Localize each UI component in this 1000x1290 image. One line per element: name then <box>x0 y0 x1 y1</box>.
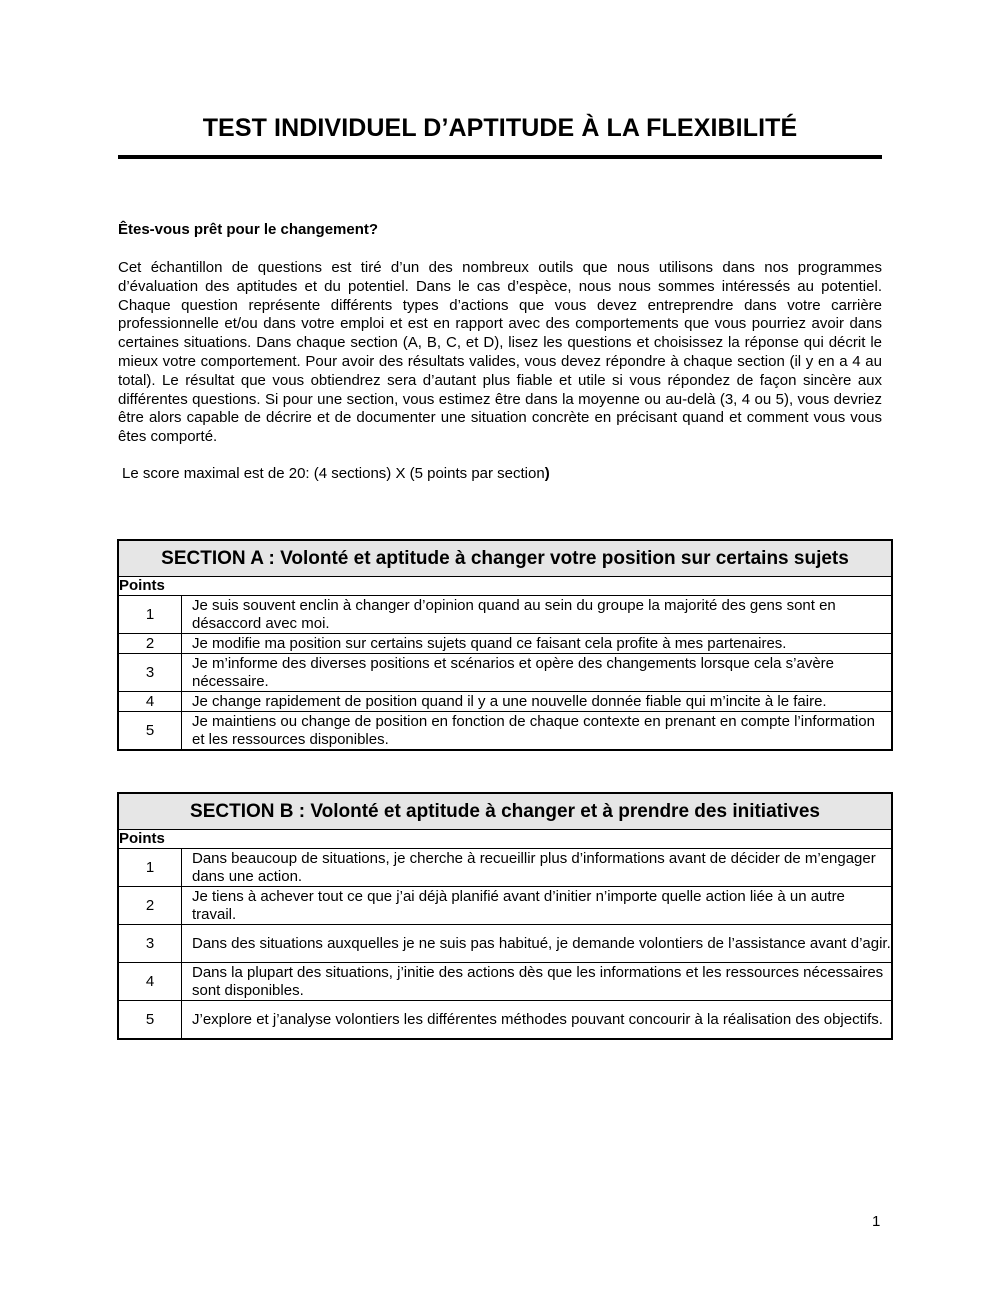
table-row <box>118 692 892 712</box>
table-row <box>118 925 892 963</box>
title-rule <box>118 155 882 159</box>
row-number: 2 <box>118 887 182 925</box>
row-text: J’explore et j’analyse volontiers les différentes méthodes pouvant concourir à la réalisation des objectifs. <box>182 1001 893 1040</box>
row-text: Dans la plupart des situations, j’initie des actions dès que les informations et les ressources nécessaires sont disponibles. <box>182 963 893 1001</box>
table-row <box>118 712 892 751</box>
row-number: 4 <box>118 692 182 712</box>
row-text: Dans des situations auxquelles je ne suis pas habitué, je demande volontiers de l’assistance avant d’agir. <box>182 925 893 963</box>
table-row <box>118 654 892 692</box>
table-row <box>118 1001 892 1040</box>
section-b-points-label: Points <box>118 830 892 849</box>
table-row <box>118 634 892 654</box>
page-number: 1 <box>872 1213 881 1230</box>
row-text: Je suis souvent enclin à changer d’opinion quand au sein du groupe la majorité des gens sont en désaccord avec moi. <box>182 596 893 634</box>
row-text: Je tiens à achever tout ce que j’ai déjà planifié avant d’initier n’importe quelle action liée à un autre travail. <box>182 887 893 925</box>
intro-paragraph: Cet échantillon de questions est tiré d’un des nombreux outils que nous utilisons dans nos programmes d’évaluation des aptitudes et du potentiel. Dans le cas d’espèce, nous nous sommes intéressés au potentiel. Chaque question représente différents types d’actions que vous devez entreprendre dans votre carrière professionnelle et/ou dans votre emploi et est en rapport avec des comportements que vous pourriez avoir dans certaines situations. Dans chaque section (A, B, C, et D), lisez les questions et choisissez la réponse qui décrit le mieux votre comportement. Pour avoir des résultats valides, vous devez répondre à chaque section (il y en a 4 au total). Le résultat que vous obtiendrez sera d’autant plus fiable et utile si vous répondez de façon sincère aux différentes questions. Si pour une section, vous estimez être dans la moyenne ou au-delà (3, 4 ou 5), vous devriez être alors capable de décrire et de documenter une situation concrète en précisant quand et comment vous vous êtes comporté. <box>118 259 882 446</box>
row-number: 1 <box>118 849 182 887</box>
row-number: 5 <box>118 712 182 751</box>
page-title: TEST INDIVIDUEL D’APTITUDE À LA FLEXIBILITÉ <box>202 114 798 142</box>
row-number: 4 <box>118 963 182 1001</box>
table-row <box>118 596 892 634</box>
score-close-paren: ) <box>544 465 550 482</box>
row-text: Dans beaucoup de situations, je cherche à recueillir plus d’informations avant de décider de m’engager dans une action. <box>182 849 893 887</box>
row-number: 1 <box>118 596 182 634</box>
row-number: 3 <box>118 925 182 963</box>
row-number: 5 <box>118 1001 182 1040</box>
table-row <box>118 887 892 925</box>
section-a-points-label: Points <box>118 577 892 596</box>
row-text: Je m’informe des diverses positions et scénarios et opère des changements lorsque cela s’avère nécessaire. <box>182 654 893 692</box>
row-text: Je change rapidement de position quand il y a une nouvelle donnée fiable qui m’incite à le faire. <box>182 692 893 712</box>
section-a-heading: SECTION A : Volonté et aptitude à changer votre position sur certains sujets <box>118 540 892 577</box>
row-text: Je modifie ma position sur certains sujets quand ce faisant cela profite à mes partenaires. <box>182 634 893 654</box>
table-row <box>118 849 892 887</box>
row-number: 3 <box>118 654 182 692</box>
score-line <box>122 465 550 482</box>
subtitle: Êtes-vous prêt pour le changement? <box>118 221 379 238</box>
section-b-table <box>117 792 893 1040</box>
row-text: Je maintiens ou change de position en fonction de chaque contexte en prenant en compte l’information et les ressources disponibles. <box>182 712 893 751</box>
section-a-table <box>117 539 893 751</box>
row-number: 2 <box>118 634 182 654</box>
score-text: Le score maximal est de 20: (4 sections) X (5 points par section <box>122 465 545 482</box>
section-b-heading: SECTION B : Volonté et aptitude à changer et à prendre des initiatives <box>118 793 892 830</box>
table-row <box>118 963 892 1001</box>
